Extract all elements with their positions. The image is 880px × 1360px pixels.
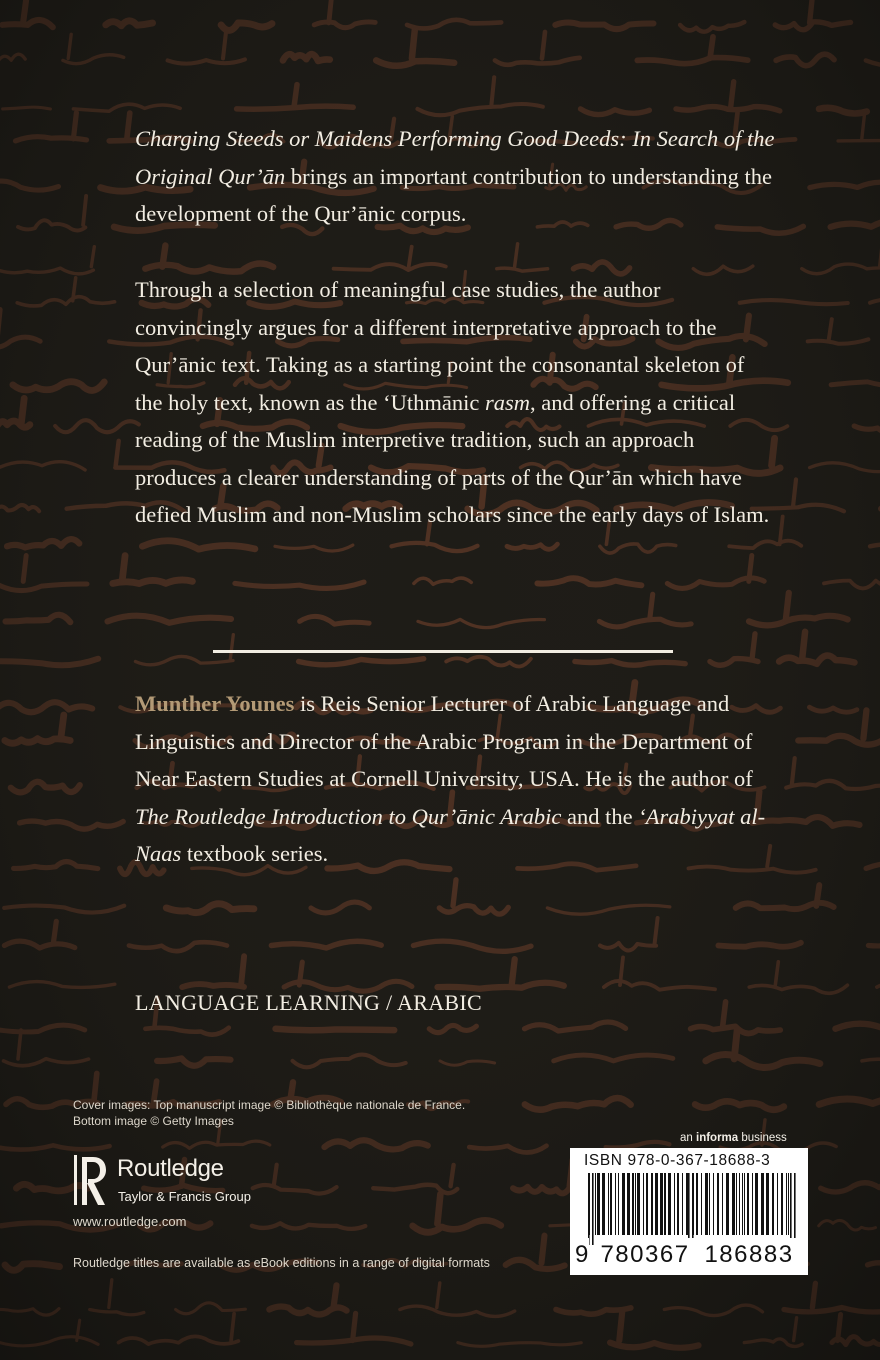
barcode-bar — [701, 1173, 702, 1235]
barcode-bar — [766, 1173, 769, 1235]
barcode-bar — [602, 1173, 605, 1235]
barcode-bar — [651, 1173, 653, 1235]
barcode-bar — [772, 1173, 774, 1235]
barcode-bar — [632, 1173, 634, 1235]
barcode-bar — [622, 1173, 625, 1235]
barcode-bar — [788, 1173, 789, 1235]
barcode-bar — [777, 1173, 778, 1235]
divider-rule — [213, 650, 673, 653]
barcode-bar — [786, 1173, 787, 1235]
barcode-bar — [664, 1173, 666, 1235]
barcode-bar — [742, 1173, 743, 1235]
informa-suffix: business — [738, 1132, 787, 1144]
barcode-bar — [610, 1173, 612, 1235]
barcode-bar — [646, 1173, 648, 1235]
informa-brand: informa — [696, 1132, 739, 1144]
barcode-bar — [717, 1173, 719, 1235]
barcode-bar — [744, 1173, 745, 1235]
barcode-bar — [736, 1173, 737, 1235]
barcode-bar — [739, 1173, 740, 1235]
barcode-bar — [696, 1173, 698, 1235]
rasm-term: rasm — [484, 389, 530, 415]
credit-line-1: Cover images: Top manuscript image © Bibliothèque nationale de France. — [73, 1098, 466, 1112]
description-paragraph-1 — [135, 120, 775, 233]
barcode-guard-bar — [794, 1173, 796, 1245]
barcode-bar — [747, 1173, 749, 1235]
isbn-barcode — [570, 1148, 808, 1275]
bio-text-a: is Reis Senior Lecturer of Arabic Language and Linguistics and Director of the Arabic Program in the Department of Near Eastern Studies at Cornell University, USA. He is the author of — [135, 691, 753, 791]
barcode-bar — [660, 1173, 663, 1235]
book-title-2: ‘Arabiyyat al-Naas — [135, 803, 766, 866]
barcode-bar — [608, 1173, 609, 1235]
barcode-bar — [726, 1173, 729, 1235]
publisher-group: Taylor & Francis Group — [118, 1189, 251, 1204]
description-text-b: , and offering a critical reading of the Muslim interpretive tradition, such an approach produces a clearer understanding of parts of the Qur’ān which have defied Muslim and non-Muslim scholars since the early days of Islam. — [135, 389, 770, 527]
barcode-bar — [755, 1173, 758, 1235]
barcode-bar — [668, 1173, 671, 1235]
barcode-bar — [709, 1173, 710, 1235]
barcode-guard-bar — [592, 1173, 594, 1245]
barcode-bar — [637, 1173, 640, 1235]
subject-category: LANGUAGE LEARNING / ARABIC — [135, 990, 482, 1015]
barcode-digit-group-2: 186883 — [700, 1238, 798, 1272]
ebook-note: Routledge titles are available as eBook editions in a range of digital formats — [73, 1256, 490, 1270]
publisher-name: Routledge — [117, 1155, 224, 1182]
barcode-digit-group-1: 780367 — [596, 1238, 694, 1272]
barcode-bar — [674, 1173, 675, 1235]
barcode-bar — [705, 1173, 708, 1235]
barcode-bar — [635, 1173, 636, 1235]
barcode-guard-bar — [588, 1173, 590, 1245]
barcode-bar — [752, 1173, 753, 1235]
barcode-bar — [732, 1173, 735, 1235]
barcode-bar — [677, 1173, 679, 1235]
publisher-url[interactable]: www.routledge.com — [73, 1214, 187, 1229]
barcode-bar — [595, 1173, 596, 1235]
author-name: Munther Younes — [135, 691, 295, 716]
barcode-bar — [722, 1173, 723, 1235]
book-title-1: The Routledge Introduction to Qur’ānic Arabic — [135, 803, 562, 829]
barcode-bar — [618, 1173, 619, 1235]
routledge-logo — [73, 1153, 293, 1213]
barcode-bar — [643, 1173, 644, 1235]
isbn-number: ISBN 978-0-367-18688-3 — [584, 1152, 771, 1169]
barcode-guard-bar — [688, 1173, 690, 1245]
barcode-bar — [627, 1173, 630, 1235]
barcode-bar — [682, 1173, 683, 1235]
bio-text-b: and the — [561, 803, 639, 829]
barcode-digits — [570, 1238, 808, 1272]
barcode-guard-bar — [692, 1173, 694, 1245]
image-credits — [73, 1097, 465, 1129]
description-text: brings an important contribution to understanding the development of the Qur’ānic corpus. — [135, 163, 773, 226]
book-title: Charging Steeds or Maidens Performing Good Deeds: In Search of the Original Qur’ān — [135, 126, 775, 189]
barcode-bar — [781, 1173, 783, 1235]
barcode-bar — [713, 1173, 714, 1235]
description-text-a: Through a selection of meaningful case studies, the author convincingly argues for a different interpretative approach to the Qur’ānic text. Taking as a starting point the consonantal skeleton of the holy text, known as the ‘Uthmānic — [135, 277, 745, 415]
barcode-bar — [655, 1173, 658, 1235]
barcode-digit-first: 9 — [574, 1238, 589, 1272]
bio-text-c: textbook series. — [181, 841, 329, 866]
barcode-guard-bar — [790, 1173, 792, 1245]
routledge-logo-icon — [73, 1153, 109, 1209]
barcode-bar — [597, 1173, 600, 1235]
barcode-bar — [615, 1173, 616, 1235]
credit-line-2: Bottom image © Getty Images — [73, 1114, 234, 1128]
description-paragraph-2 — [135, 271, 775, 534]
author-bio — [135, 685, 775, 873]
informa-tagline — [680, 1132, 787, 1144]
informa-prefix: an — [680, 1132, 696, 1144]
barcode-bar — [761, 1173, 764, 1235]
